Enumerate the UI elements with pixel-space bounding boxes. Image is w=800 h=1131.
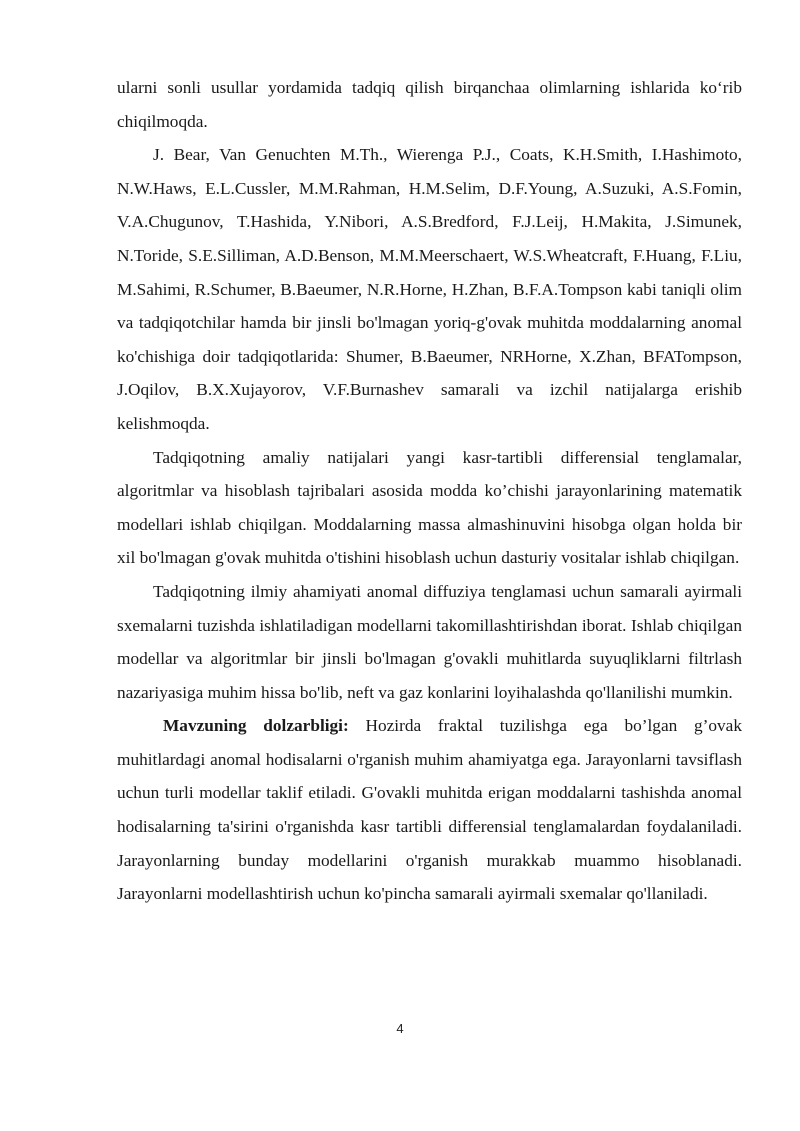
page-body [117, 71, 742, 911]
page-number: 4 [396, 1021, 404, 1036]
paragraph-researchers: J. Bear, Van Genuchten M.Th., Wierenga P.J., Coats, K.H.Smith, I.Hashimoto, N.W.Haws, E.L.Cussler, M.M.Rahman, H.M.Selim, D.F.Young, A.Suzuki, A.S.Fomin, V.A.Chugunov, T.Hashida, Y.Nibori, A.S.Bredford, F.J.Leij, H.Makita, J.Simunek, N.Toride, S.E.Silliman, A.D.Benson, M.M.Meerschaert, W.S.Wheatcraft, F.Huang, F.Liu, M.Sahimi, R.Schumer, B.Baeumer, N.R.Horne, H.Zhan, B.F.A.Tompson kabi taniqli olim va tadqiqotchilar hamda bir jinsli bo'lmagan yoriq-g'ovak muhitda moddalarning anomal ko'chishiga doir tadqiqotlarida: Shumer, B.Baeumer, NRHorne, X.Zhan, BFATompson, J.Oqilov, B.X.Xujayorov, V.F.Burnashev samarali va izchil natijalarga erishib kelishmoqda. [117, 145, 742, 433]
relevance-heading: Mavzuning dolzarbligi: [163, 716, 349, 736]
relevance-text: Hozirda fraktal tuzilishga ega bo’lgan g’ovak muhitlardagi anomal hodisalarni o'rganish muhim ahamiyatga ega. Jarayonlarni tavsiflash uchun turli modellar taklif etiladi. G'ovakli muhitda erigan moddalarni tashishda anomal hodisalarning ta'sirini o'rganishda kasr tartibli differensial tenglamalardan foydalaniladi. Jarayonlarning bunday modellarini o'rganish murakkab muammo hisoblanadi. Jarayonlarni modellashtirish uchun ko'pincha samarali ayirmali sxemalar qo'llaniladi. [117, 716, 742, 904]
paragraph-scientific-significance: Tadqiqotning ilmiy ahamiyati anomal diffuziya tenglamasi uchun samarali ayirmali sxemalarni tuzishda ishlatiladigan modellarni takomillashtirishdan iborat. Ishlab chiqilgan modellar va algoritmlar bir jinsli bo'lmagan g'ovakli muhitlarda suyuqliklarni filtrlash nazariyasiga muhim hissa bo'lib, neft va gaz konlarini loyihalashda qo'llanilishi mumkin. [117, 581, 742, 702]
paragraph-continuation: ularni sonli usullar yordamida tadqiq qilish birqanchaa olimlarning ishlarida ko‘rib chiqilmoqda. [117, 78, 742, 131]
paragraph-practical-results: Tadqiqotning amaliy natijalari yangi kasr-tartibli differensial tenglamalar, algoritmlar va hisoblash tajribalari asosida modda ko’chishi jarayonlarining matematik modellari ishlab chiqilgan. Moddalarning massa almashinuvini hisobga olgan holda bir xil bo'lmagan g'ovak muhitda o'tishini hisoblash uchun dasturiy vositalar ishlab chiqilgan. [117, 447, 742, 568]
paragraph-relevance [117, 709, 742, 911]
